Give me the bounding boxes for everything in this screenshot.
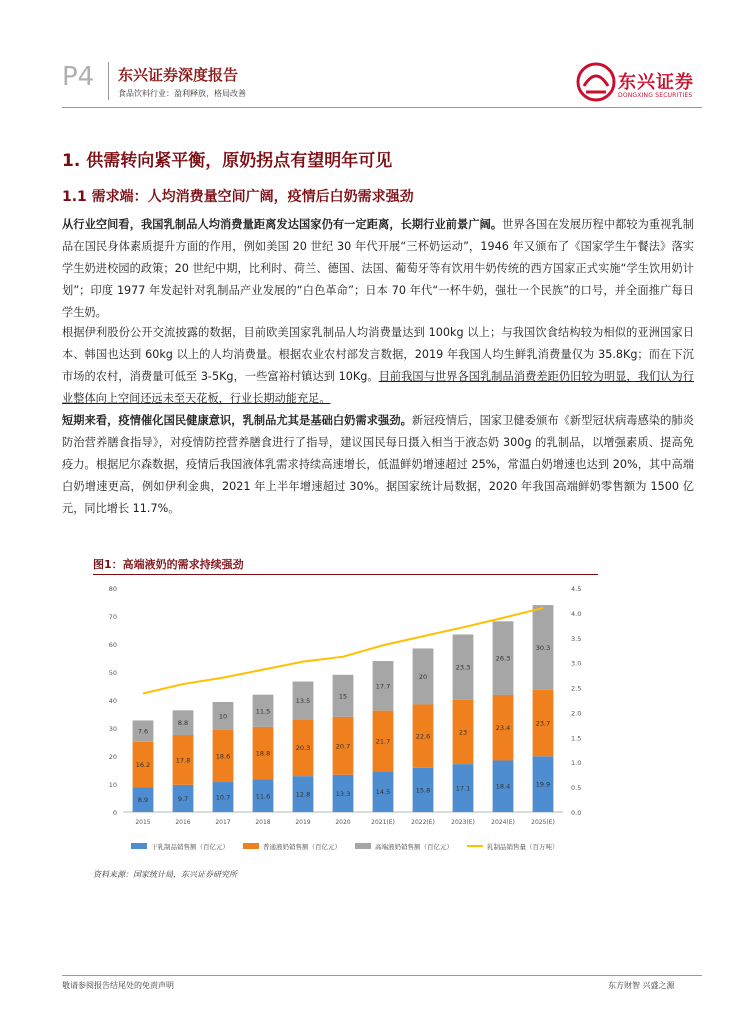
bar-value-label: 22.6 bbox=[415, 732, 431, 741]
bar-value-label: 13.5 bbox=[295, 696, 311, 705]
paragraph-2-conclusion: 目前我国与世界各国乳制品消费差距仍旧较为明显，我们认为行业整体向上空间还远未至天花板，行业长期动能充足。 bbox=[62, 370, 694, 405]
bar-value-label: 23.7 bbox=[535, 719, 551, 728]
x-tick-label: 2019 bbox=[295, 819, 311, 826]
bar-value-label: 18.4 bbox=[495, 782, 511, 791]
bar-value-label: 16.2 bbox=[135, 760, 151, 769]
legend-label: 普通液奶销售额（百亿元） bbox=[263, 843, 341, 851]
y-right-tick: 3.0 bbox=[571, 659, 582, 668]
y-right-tick: 4.0 bbox=[571, 609, 582, 618]
x-tick-label: 2020 bbox=[335, 819, 351, 826]
subsection-heading: 1.1 需求端：人均消费量空间广阔，疫情后白奶需求强劲 bbox=[62, 189, 414, 205]
report-title: 东兴证券深度报告 bbox=[118, 66, 239, 84]
bar-value-label: 17.7 bbox=[375, 682, 391, 691]
y-right-tick: 4.5 bbox=[571, 585, 582, 593]
bar-value-label: 17.8 bbox=[175, 756, 191, 765]
y-right-tick: 2.0 bbox=[571, 709, 582, 718]
figure-title-rule bbox=[93, 574, 598, 575]
y-left-tick: 40 bbox=[108, 697, 117, 705]
y-right-tick: 2.5 bbox=[571, 684, 582, 693]
bar-value-label: 23.4 bbox=[495, 724, 511, 733]
bar-value-label: 30.3 bbox=[535, 644, 551, 652]
demand-chart bbox=[93, 578, 603, 864]
bar-value-label: 20.3 bbox=[295, 744, 311, 753]
legend-label: 干乳制品销售额（百亿元） bbox=[151, 843, 229, 851]
bar-value-label: 26.3 bbox=[495, 654, 511, 663]
page-number: P4 bbox=[62, 62, 95, 92]
bar-value-label: 8.9 bbox=[137, 796, 149, 805]
y-left-tick: 10 bbox=[108, 781, 117, 789]
x-tick-label: 2021(E) bbox=[371, 819, 395, 826]
legend-swatch bbox=[243, 843, 259, 849]
logo-mark-icon bbox=[578, 64, 614, 100]
bar-value-label: 21.7 bbox=[375, 737, 391, 746]
x-tick-label: 2015 bbox=[135, 819, 151, 826]
bar-value-label: 7.6 bbox=[137, 727, 149, 736]
legend-swatch bbox=[131, 843, 147, 849]
legend-swatch bbox=[355, 843, 371, 849]
header-rule bbox=[62, 107, 702, 108]
bar-value-label: 18.6 bbox=[215, 752, 231, 761]
paragraph-2-body: 根据伊利股份公开交流披露的数据，目前欧美国家乳制品人均消费量达到 100kg 以上；与我国饮食结构较为相似的亚洲国家日本、韩国也达到 60kg 以上的人均消费量。根据农业农村部发言数据，2019 年我国人均生鲜乳消费量仅为 35.8Kg；而在下沉市场的农村，消费量可低至 3-5Kg，一些富裕村镇达到 10Kg。 bbox=[62, 326, 694, 383]
bar-value-label: 10.7 bbox=[215, 793, 231, 802]
y-left-tick: 80 bbox=[108, 585, 117, 593]
x-tick-label: 2023(E) bbox=[451, 819, 475, 826]
bar-value-label: 8.8 bbox=[177, 719, 189, 728]
section-heading: 1. 供需转向紧平衡，原奶拐点有望明年可见 bbox=[62, 151, 393, 171]
y-right-tick: 1.5 bbox=[571, 734, 582, 743]
x-tick-label: 2025(E) bbox=[531, 819, 555, 826]
bar-value-label: 15.8 bbox=[415, 786, 431, 795]
bar-value-label: 14.5 bbox=[375, 788, 391, 797]
header-divider bbox=[108, 62, 109, 100]
paragraph-1 bbox=[62, 214, 694, 324]
paragraph-2 bbox=[62, 322, 694, 410]
x-tick-label: 2016 bbox=[175, 819, 191, 826]
x-tick-label: 2022(E) bbox=[411, 819, 435, 826]
figure-source: 资料来源：国家统计局，东兴证券研究所 bbox=[93, 870, 237, 879]
figure-title: 图1：高端液奶的需求持续强劲 bbox=[93, 558, 244, 571]
bar-value-label: 11.6 bbox=[255, 792, 271, 801]
footer-rule bbox=[62, 975, 702, 976]
bar-value-label: 11.5 bbox=[255, 707, 271, 716]
x-tick-label: 2018 bbox=[255, 819, 271, 826]
legend-label: 高端液奶销售额（百亿元） bbox=[375, 843, 453, 851]
paragraph-1-lead: 从行业空间看，我国乳制品人均消费量距离发达国家仍有一定距离，长期行业前景广阔。 bbox=[62, 218, 503, 231]
logo-en: DONGXING SECURITIES bbox=[618, 92, 693, 99]
footer-disclaimer: 敬请参阅报告结尾处的免责声明 bbox=[62, 981, 174, 990]
logo-name: 东兴证券 bbox=[618, 72, 694, 93]
y-left-tick: 70 bbox=[108, 613, 117, 621]
bar-value-label: 23.3 bbox=[455, 663, 471, 672]
bar-value-label: 18.8 bbox=[255, 749, 271, 758]
bar-value-label: 20 bbox=[418, 672, 428, 681]
bar-value-label: 10 bbox=[218, 712, 228, 721]
y-left-tick: 30 bbox=[108, 725, 117, 733]
paragraph-3-body: 新冠疫情后，国家卫健委颁布《新型冠状病毒感染的肺炎防治营养膳食指导》，对疫情防控营养膳食进行了指导，建议国民每日摄入相当于液态奶 300g 的乳制品，以增强素质、提高免疫力。根据尼尔森数据，疫情后我国液体乳需求持续高速增长，低温鲜奶增速超过 25%，常温白奶增速也达到 20%，其中高端白奶增速更高，例如伊利金典，2021 年上半年增速超过 30%。据国家统计局数据，2020 年我国高端鲜奶零售额为 1500 亿元，同比增长 11.7%。 bbox=[62, 414, 694, 515]
bar-value-label: 19.9 bbox=[535, 780, 551, 789]
paragraph-3-lead: 短期来看，疫情催化国民健康意识，乳制品尤其是基础白奶需求强劲。 bbox=[62, 414, 412, 427]
x-tick-label: 2017 bbox=[215, 819, 231, 826]
legend-label: 乳制品销售量（百万吨） bbox=[487, 843, 559, 851]
bar-value-label: 12.8 bbox=[295, 790, 311, 799]
bar-value-label: 13.3 bbox=[335, 789, 351, 798]
y-right-tick: 0.5 bbox=[571, 784, 582, 793]
y-right-tick: 1.0 bbox=[571, 759, 582, 768]
bar-value-label: 17.1 bbox=[455, 784, 471, 793]
y-left-tick: 50 bbox=[108, 669, 117, 677]
y-right-tick: 0.0 bbox=[571, 809, 582, 817]
report-subtitle: 食品饮料行业：盈利释放，格局改善 bbox=[118, 89, 246, 98]
y-right-tick: 3.5 bbox=[571, 634, 582, 643]
y-left-tick: 60 bbox=[108, 641, 117, 649]
bar-value-label: 23 bbox=[458, 728, 468, 737]
y-left-tick: 0 bbox=[112, 809, 117, 817]
y-left-tick: 20 bbox=[108, 753, 117, 761]
paragraph-1-body: 世界各国在发展历程中都较为重视乳制品在国民身体素质提升方面的作用，例如美国 20 世纪 30 年代开展“三杯奶运动”，1946 年又颁布了《国家学生午餐法》落实学生奶进校园的政策；20 世纪中期，比利时、荷兰、德国、法国、葡萄牙等有饮用牛奶传统的西方国家正式实施“学生饮用奶计划”；印度 1977 年发起针对乳制品产业发展的“白色革命”；日本 70 年代“一杯牛奶，强壮一个民族”的口号，并全面推广每日学生奶。 bbox=[62, 218, 694, 319]
bar-value-label: 15 bbox=[338, 692, 348, 701]
x-tick-label: 2024(E) bbox=[491, 819, 515, 826]
bar-value-label: 20.7 bbox=[335, 742, 351, 751]
paragraph-3 bbox=[62, 410, 694, 520]
footer-slogan: 东方财智 兴盛之源 bbox=[608, 981, 675, 990]
bar-value-label: 9.7 bbox=[177, 794, 189, 803]
